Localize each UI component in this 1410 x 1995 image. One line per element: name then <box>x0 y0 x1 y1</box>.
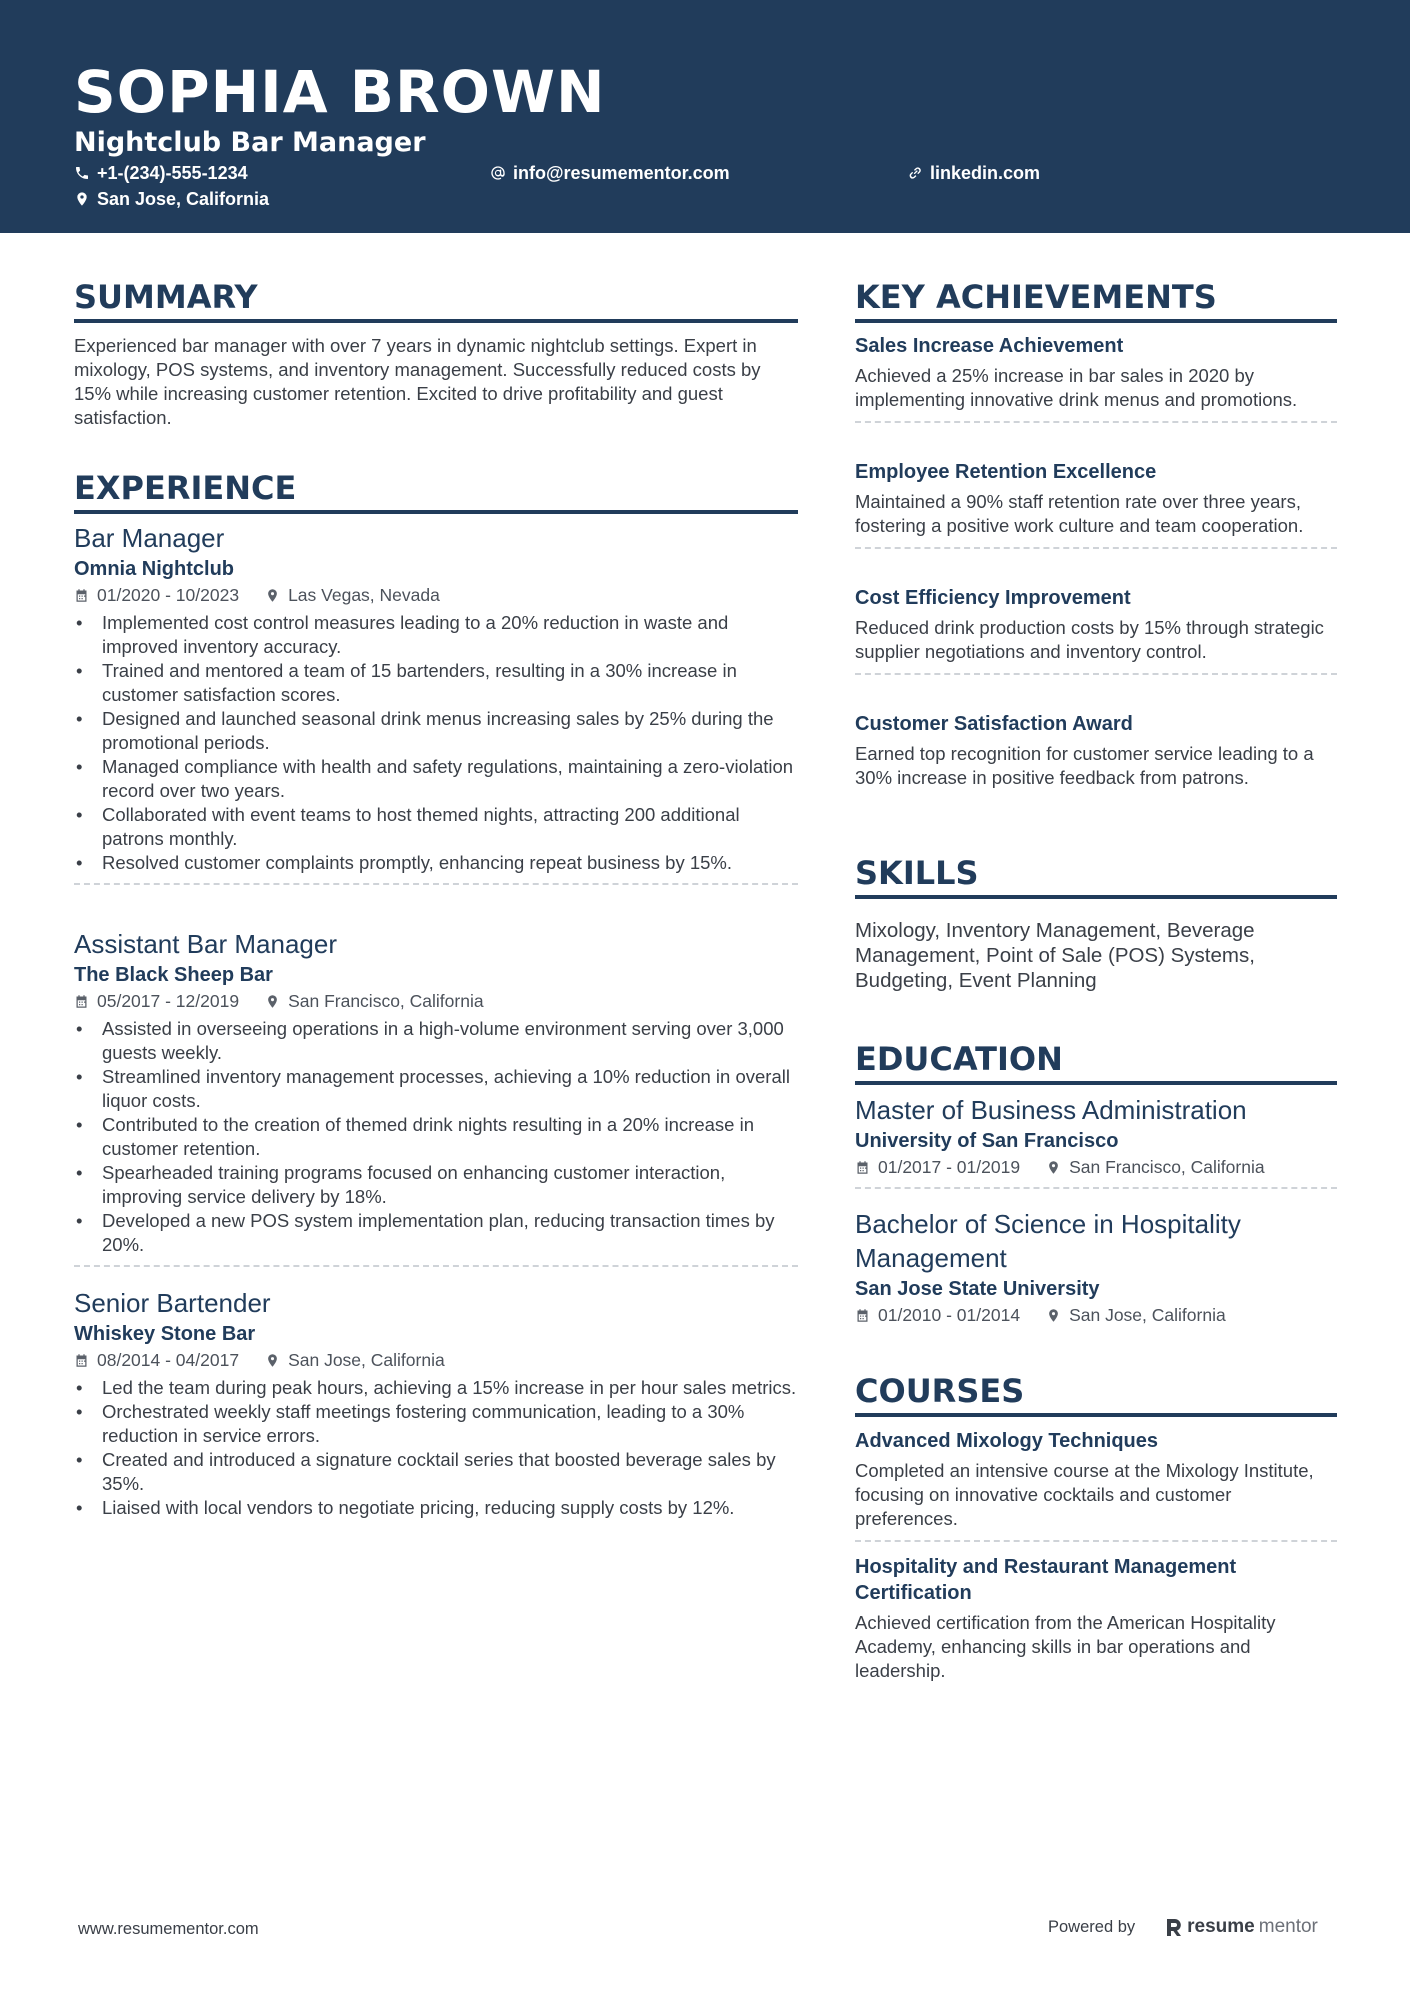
email-contact[interactable] <box>490 161 730 185</box>
achievement-title: Cost Efficiency Improvement <box>855 587 1131 609</box>
powered-by-label: Powered by <box>1048 1917 1136 1936</box>
job-dates: 08/2014 - 04/2017 <box>97 1350 240 1370</box>
calendar-icon <box>74 994 89 1009</box>
location-pin-icon <box>265 994 280 1009</box>
bullet-item: • Orchestrated weekly staff meetings fostering communication, leading to a 30% reduction in service errors. <box>74 1400 798 1448</box>
bullet-item: • Designed and launched seasonal drink menus increasing sales by 25% during the promotional periods. <box>74 707 798 755</box>
education-dates: 01/2010 - 01/2014 <box>878 1305 1021 1325</box>
location-contact <box>74 187 269 211</box>
summary-heading: SUMMARY <box>74 278 798 323</box>
achievement-title: Sales Increase Achievement <box>855 335 1124 357</box>
job-entry <box>74 521 798 885</box>
job-dates: 01/2020 - 10/2023 <box>97 585 240 605</box>
location-pin-icon <box>1046 1160 1061 1175</box>
course-text: Achieved certification from the American Hospitality Academy, enhancing skills in bar operations and leadership. <box>855 1612 1276 1681</box>
email-text[interactable]: info@resumementor.com <box>513 163 730 183</box>
location-pin-icon <box>265 1353 280 1368</box>
job-entry <box>74 1286 798 1520</box>
location-text: San Jose, California <box>97 189 270 209</box>
achievement-item <box>855 711 1337 790</box>
bullet-item: • Developed a new POS system implementation plan, reducing transaction times by 20%. <box>74 1209 798 1257</box>
job-dates: 05/2017 - 12/2019 <box>97 991 240 1011</box>
job-title: Assistant Bar Manager <box>74 929 338 959</box>
location-pin-icon <box>74 191 90 207</box>
courses-heading: COURSES <box>855 1372 1337 1417</box>
location-pin-icon <box>1046 1308 1061 1323</box>
education-location: San Jose, California <box>1069 1305 1226 1325</box>
summary-section <box>74 334 798 430</box>
bullet-item: • Assisted in overseeing operations in a high-volume environment serving over 3,000 guests weekly. <box>74 1017 798 1065</box>
achievement-item <box>855 585 1337 675</box>
job-location: Las Vegas, Nevada <box>288 585 440 605</box>
calendar-icon <box>855 1308 870 1323</box>
achievement-text: Achieved a 25% increase in bar sales in 2020 by implementing innovative drink menus and promotions. <box>855 365 1298 410</box>
brand-logo[interactable] <box>1165 1916 1318 1938</box>
job-meta <box>74 989 798 1013</box>
calendar-icon <box>74 588 89 603</box>
skills-heading: SKILLS <box>855 854 1337 899</box>
website-contact[interactable] <box>907 161 1040 185</box>
degree-title: Bachelor of Science in Hospitality Management <box>855 1209 1241 1273</box>
phone-text: +1-(234)-555-1234 <box>97 163 248 183</box>
bullet-item: • Created and introduced a signature cocktail series that boosted beverage sales by 35%. <box>74 1448 798 1496</box>
job-meta <box>74 583 798 607</box>
experience-heading: EXPERIENCE <box>74 469 798 514</box>
job-location: San Francisco, California <box>288 991 484 1011</box>
candidate-role: Nightclub Bar Manager <box>74 127 426 158</box>
bullet-item: • Implemented cost control measures leading to a 20% reduction in waste and improved inventory accuracy. <box>74 611 798 659</box>
calendar-icon <box>74 1353 89 1368</box>
footer-website[interactable]: www.resumementor.com <box>78 1920 259 1938</box>
job-title: Senior Bartender <box>74 1288 271 1318</box>
job-bullets <box>74 1376 798 1520</box>
brand-name-bold: resume <box>1187 1916 1255 1937</box>
footer-powered <box>1048 1916 1318 1938</box>
achievement-text: Reduced drink production costs by 15% through strategic supplier negotiations and inventory control. <box>855 617 1324 662</box>
job-location: San Jose, California <box>288 1350 445 1370</box>
job-bullets <box>74 611 798 875</box>
achievements-heading: KEY ACHIEVEMENTS <box>855 278 1337 323</box>
skills-section <box>855 918 1337 993</box>
brand-mark-icon <box>1165 1917 1183 1937</box>
summary-text: Experienced bar manager with over 7 years in dynamic nightclub settings. Expert in mixology, POS systems, and inventory management. Successfully reduced costs by 15% while increasing customer retention. Excited to drive profitability and guest satisfaction. <box>74 335 761 428</box>
course-title: Hospitality and Restaurant Management Certification <box>855 1556 1237 1604</box>
education-item <box>855 1207 1337 1327</box>
education-location: San Francisco, California <box>1069 1157 1265 1177</box>
phone-contact <box>74 161 248 185</box>
location-pin-icon <box>265 588 280 603</box>
achievement-title: Employee Retention Excellence <box>855 461 1157 483</box>
job-title: Bar Manager <box>74 523 225 553</box>
bullet-item: • Resolved customer complaints promptly, enhancing repeat business by 15%. <box>74 851 798 875</box>
link-icon <box>907 165 923 181</box>
achievement-item <box>855 333 1337 423</box>
school-name: University of San Francisco <box>855 1130 1119 1152</box>
course-title: Advanced Mixology Techniques <box>855 1430 1159 1452</box>
candidate-name: SOPHIA BROWN <box>74 58 606 126</box>
bullet-item: • Trained and mentored a team of 15 bartenders, resulting in a 30% increase in customer satisfaction scores. <box>74 659 798 707</box>
course-item <box>855 1554 1337 1683</box>
education-meta <box>855 1303 1337 1327</box>
job-bullets <box>74 1017 798 1257</box>
job-entry <box>74 927 798 1267</box>
bullet-item: • Liaised with local vendors to negotiate pricing, reducing supply costs by 12%. <box>74 1496 798 1520</box>
bullet-item: • Managed compliance with health and safety regulations, maintaining a zero-violation record over two years. <box>74 755 798 803</box>
at-icon <box>490 165 506 181</box>
company-name: The Black Sheep Bar <box>74 964 273 986</box>
education-heading: EDUCATION <box>855 1040 1337 1085</box>
job-meta <box>74 1348 798 1372</box>
course-text: Completed an intensive course at the Mixology Institute, focusing on innovative cocktails and customer preferences. <box>855 1460 1314 1529</box>
bullet-item: • Collaborated with event teams to host themed nights, attracting 200 additional patrons monthly. <box>74 803 798 851</box>
phone-icon <box>74 165 90 181</box>
brand-name-light: mentor <box>1258 1916 1318 1937</box>
calendar-icon <box>855 1160 870 1175</box>
achievement-title: Customer Satisfaction Award <box>855 713 1133 735</box>
degree-title: Master of Business Administration <box>855 1095 1247 1125</box>
company-name: Whiskey Stone Bar <box>74 1323 256 1345</box>
achievement-item <box>855 459 1337 549</box>
bullet-item: • Led the team during peak hours, achieving a 15% increase in per hour sales metrics. <box>74 1376 798 1400</box>
education-meta <box>855 1155 1337 1179</box>
company-name: Omnia Nightclub <box>74 558 234 580</box>
skills-text: Mixology, Inventory Management, Beverage Management, Point of Sale (POS) Systems, Budgeting, Event Planning <box>855 919 1255 992</box>
bullet-item: • Streamlined inventory management processes, achieving a 10% reduction in overall liquor costs. <box>74 1065 798 1113</box>
achievement-text: Earned top recognition for customer service leading to a 30% increase in positive feedback from patrons. <box>855 743 1314 788</box>
education-item <box>855 1093 1337 1189</box>
bullet-item: • Contributed to the creation of themed drink nights resulting in a 20% increase in customer retention. <box>74 1113 798 1161</box>
website-text[interactable]: linkedin.com <box>930 163 1041 183</box>
resume-header <box>0 0 1410 233</box>
school-name: San Jose State University <box>855 1278 1100 1300</box>
achievement-text: Maintained a 90% staff retention rate over three years, fostering a positive work culture and team cooperation. <box>855 491 1304 536</box>
education-dates: 01/2017 - 01/2019 <box>878 1157 1021 1177</box>
course-item <box>855 1428 1337 1542</box>
bullet-item: • Spearheaded training programs focused on enhancing customer interaction, improving service delivery by 18%. <box>74 1161 798 1209</box>
